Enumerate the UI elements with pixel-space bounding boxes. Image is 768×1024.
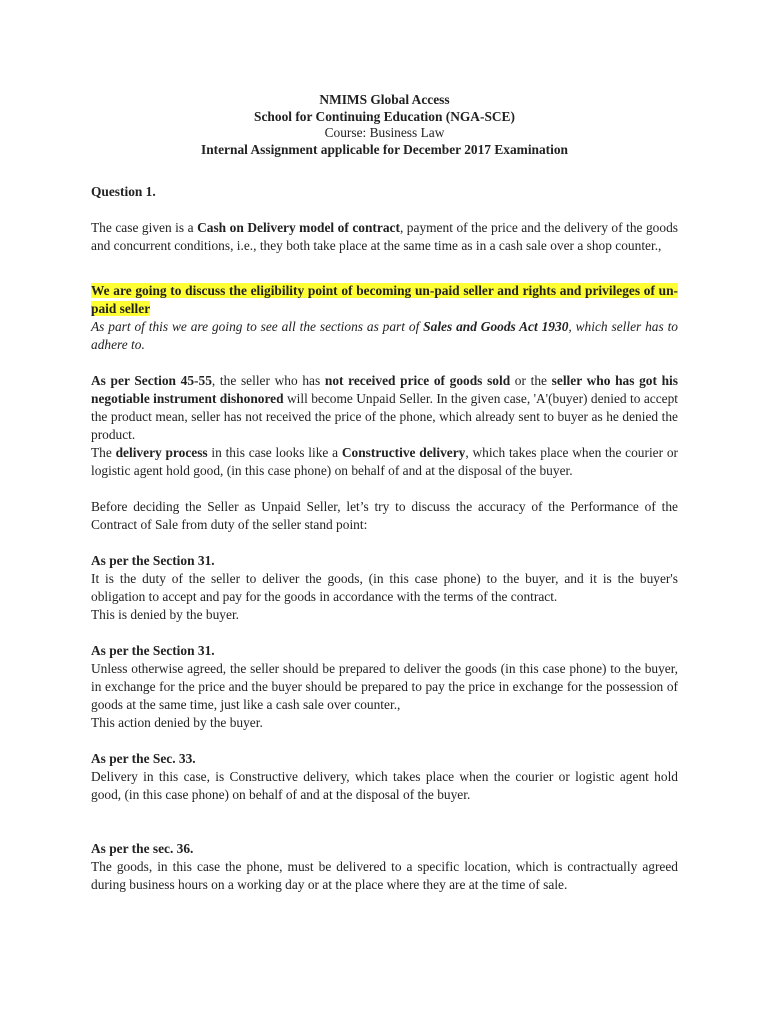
italic-lead-text: As part of this we are going to see all the sections as part of — [91, 319, 424, 334]
document-header — [91, 92, 678, 158]
header-course: Course: Business Law — [324, 125, 445, 140]
section-45-55-ref: As per Section 45-55 — [91, 373, 212, 388]
act-name-text: Sales and Goods Act 1930 — [423, 319, 569, 334]
header-institution: NMIMS Global Access — [319, 92, 450, 107]
delivery-text-3: , which takes place when the courier or logistic agent hold good, (in this case phone) on behalf of and at the disposal of the buyer. — [91, 445, 678, 478]
italic-rest-text: , which seller has to adhere to. — [91, 319, 679, 352]
section-45-55-text-3: will become Unpaid Seller. In the given case, 'A'(buyer) denied to accept the product mean, seller has not received the price of the phone, which already sent to buyer as he denied the product. — [91, 391, 679, 442]
section-31-body: It is the duty of the seller to deliver the goods, (in this case phone) to the buyer, and it is the buyer's obligation to accept and pay for the goods in accordance with the terms of the contract. — [91, 571, 678, 604]
section-45-55-text-2: or the — [510, 373, 552, 388]
section-33-title: As per the Sec. 33. — [91, 751, 196, 766]
section-36-title: As per the sec. 36. — [91, 841, 194, 856]
italic-paragraph — [91, 318, 678, 354]
section-31-tail: This is denied by the buyer. — [91, 607, 240, 622]
highlighted-discussion-text: We are going to discuss the eligibility point of becoming un-paid seller and rights and privileges of un-paid seller — [91, 283, 678, 316]
section-31b-tail: This action denied by the buyer. — [91, 715, 263, 730]
constructive-delivery-term: Constructive delivery — [341, 445, 466, 460]
document-page — [91, 92, 678, 894]
section-31b-title: As per the Section 31. — [91, 643, 215, 658]
delivery-process-term: delivery process — [115, 445, 208, 460]
delivery-text-1: The — [91, 445, 116, 460]
header-school: School for Continuing Education (NGA-SCE) — [254, 108, 515, 124]
question-title: Question 1. — [91, 184, 156, 199]
section-33-body: Delivery in this case, is Constructive delivery, which takes place when the courier or logistic agent hold good, (in this case phone) on behalf of and at the disposal of the buyer. — [91, 769, 678, 802]
section-36-body: The goods, in this case the phone, must be delivered to a specific location, which is contractually agreed during business hours on a working day or at the place where they are at the time of sale. — [91, 859, 678, 892]
section-31-title: As per the Section 31. — [91, 553, 215, 568]
case-lead-text: The case given is a — [91, 220, 198, 235]
case-paragraph — [91, 219, 678, 255]
delivery-text-2: in this case looks like a — [207, 445, 342, 460]
header-assignment: Internal Assignment applicable for December 2017 Examination — [201, 141, 568, 157]
delivery-process-paragraph — [91, 444, 678, 480]
not-received-price-text: not received price of goods sold — [324, 373, 511, 388]
dishonored-instrument-text: seller who has got his negotiable instrument dishonored — [91, 373, 678, 406]
case-bold-text: Cash on Delivery model of contract — [197, 220, 400, 235]
before-deciding-paragraph: Before deciding the Seller as Unpaid Seller, let’s try to discuss the accuracy of the Performance of the Contract of Sale from duty of the seller stand point: — [91, 499, 678, 532]
section-31b-body: Unless otherwise agreed, the seller should be prepared to deliver the goods (in this case phone) to the buyer, in exchange for the price and the buyer should be prepared to pay the price in exchange for the possession of goods at the same time, just like a cash sale over counter., — [91, 661, 678, 712]
section-45-55-text-1: , the seller who has — [211, 373, 325, 388]
case-rest-text: , payment of the price and the delivery of the goods and concurrent conditions, i.e., they both take place at the same time as in a cash sale over a shop counter., — [91, 220, 678, 253]
section-45-55-paragraph — [91, 372, 678, 444]
highlight-paragraph — [91, 282, 678, 318]
